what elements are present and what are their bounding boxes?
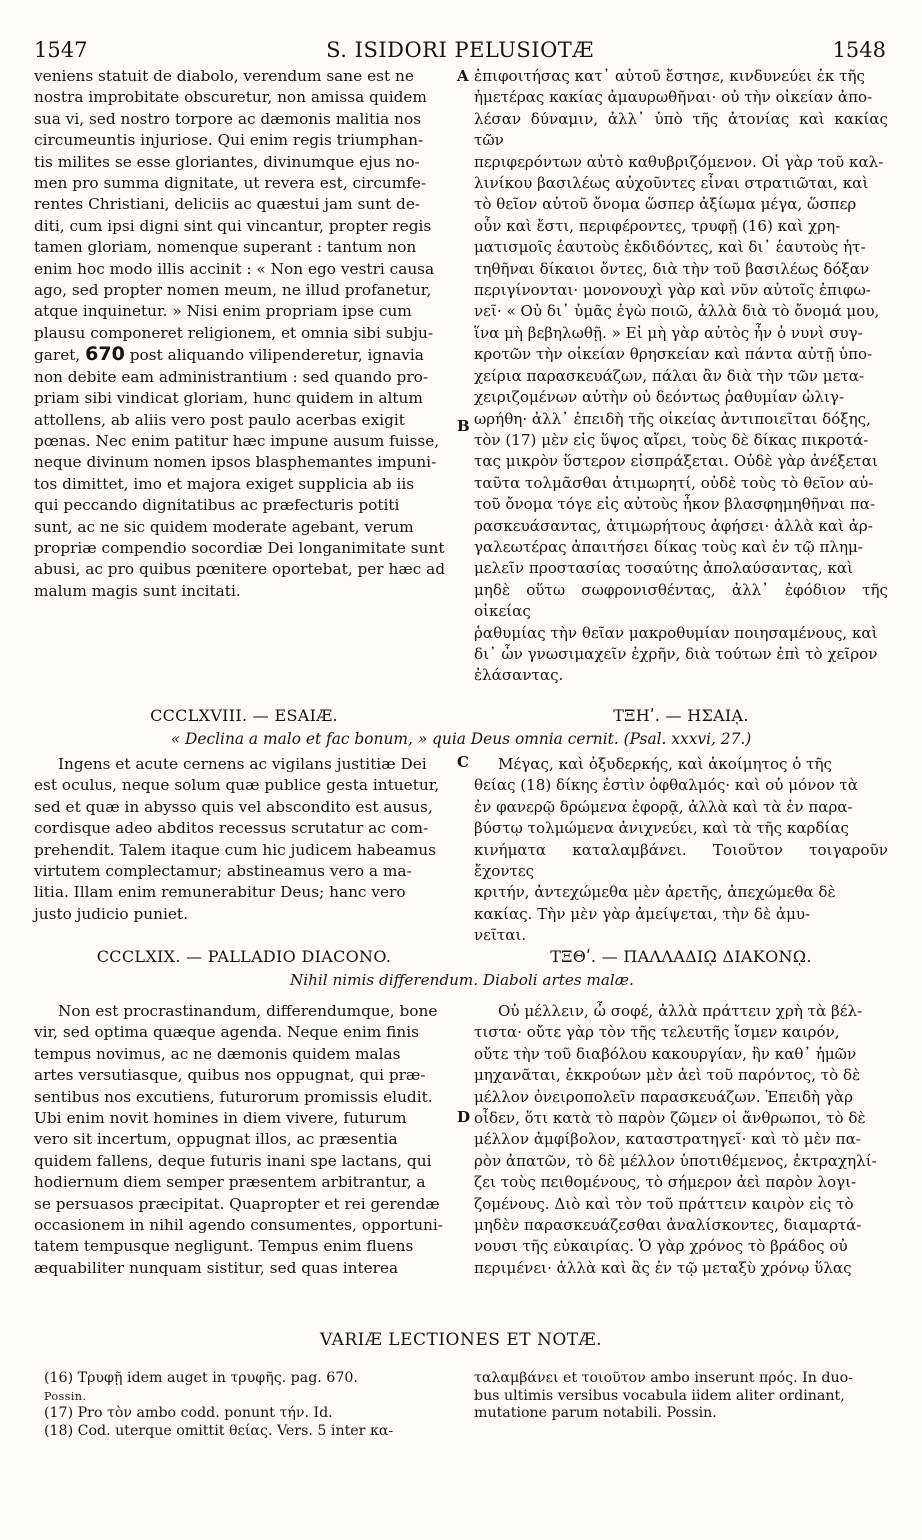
text-line: atque inquinetur. » Nisi enim propriam ipse cum — [34, 302, 412, 321]
letter-subtitle-369: Nihil nimis differendum. Diaboli artes malæ. — [290, 971, 634, 989]
latin-text-2 — [34, 754, 454, 925]
text-line: Non est procrastinandum, differendumque, bone — [58, 1002, 438, 1020]
text-line: ἐν φανερῷ δρώμενα ἐφορᾷ, ἀλλὰ καὶ τὰ ἐν παρα- — [474, 797, 853, 816]
text-line: sunt, ac ne sic quidem moderate agebant, verum — [34, 517, 414, 536]
text-line: æquabiliter nunquam sistitur, sed quas interea — [34, 1258, 399, 1277]
greek-text-2 — [474, 754, 888, 947]
text-line: περιμένει· ἀλλὰ καὶ ἃς ἐν τῷ μεταξὺ χρόνῳ ὕλας — [474, 1258, 852, 1277]
latin-column-3 — [34, 1001, 454, 1279]
text-line: ῥαθυμίας τὴν θεῖαν μακροθυμίαν ποιησαμένους, καὶ — [474, 623, 878, 642]
letter-title-greek-368: ΤΞΗʹ. — ΗΣΑΙᾼ. — [613, 706, 749, 725]
text-line: neque divinum nomen ipsos blasphemantes impuni- — [34, 453, 437, 472]
text-line: ἵνα μὴ βεβηλωθῇ. » Εἰ μὴ γὰρ αὐτὸς ἦν ὁ νυνὶ συγ- — [474, 323, 863, 342]
text-line: sua vi, sed nostro torpore ac dæmonis malitia nos — [34, 109, 422, 128]
text-line: circumeuntis injuriose. Qui enim regis triumphan- — [34, 131, 424, 150]
greek-column-3 — [474, 1001, 888, 1279]
text-line: θείας (18) δίκης ἐστὶν ὀφθαλμός· καὶ οὐ μόνον τὰ — [474, 776, 858, 795]
text-line: ωρήθη· ἀλλ᾽ ἐπειδὴ τῆς οἰκείας ἀντιποιεῖται δόξης, — [474, 409, 871, 428]
text-line: Οὐ μέλλειν, ὦ σοφέ, ἀλλὰ πράττειν χρὴ τὰ βέλ- — [498, 1002, 863, 1020]
notes-heading: VARIÆ LECTIONES ET NOTÆ. — [319, 1330, 603, 1350]
source-page-number: 670 — [85, 343, 125, 366]
text-line: νεῖ· « Οὐ δι᾽ ὑμᾶς ἐγὼ ποιῶ, ἀλλὰ διὰ τὸ ὄνομά μου, — [474, 302, 880, 321]
margin-marker-c: C — [457, 753, 469, 771]
text-line: βύστῳ τολμώμενα ἀνιχνεύει, καὶ τὰ τῆς καρδίας — [474, 819, 849, 838]
notes-right-column — [474, 1370, 888, 1423]
latin-text-1 — [34, 66, 454, 602]
text-line: men pro summa dignitate, ut revera est, circumfe- — [34, 174, 427, 193]
latin-text-3 — [34, 1001, 454, 1279]
text-line: ταῦτα τολμᾶσθαι ἀτιμωρητί, οὐδὲ τοὺς τὸ θεῖον αὐ- — [474, 473, 874, 492]
text-line: νουσι τῆς εὐκαιρίας. Ὁ γὰρ χρόνος τὸ βράδος οὐ — [474, 1237, 848, 1256]
margin-marker-d: D — [457, 1108, 471, 1126]
text-line: ζομένους. Διὸ καὶ τὸν τοῦ πράττειν καιρὸν εἰς τὸ — [474, 1194, 854, 1213]
latin-column-2 — [34, 754, 454, 925]
text-line: μέλλον ἀμφίβολον, καταστρατηγεῖ· καὶ τὸ μὲν πα- — [474, 1130, 861, 1149]
text-line: non debite eam administrantium : sed quando pro- — [34, 367, 429, 386]
text-line: tempus novimus, ac ne dæmonis quidem malas — [34, 1044, 401, 1063]
text-fragment: garet, — [34, 346, 81, 365]
text-line: ρὸν ἀπατῶν, τὸ δὲ μέλλον ὑποτιθέμενος, ἐκτραχηλί- — [474, 1151, 877, 1170]
text-line-with-page-number — [34, 344, 454, 366]
margin-marker-b: B — [457, 417, 470, 435]
text-line: plausu componeret religionem, et omnia sibi subju- — [34, 323, 434, 342]
text-line: δι᾽ ὧν γνωσιμαχεῖν ἐχρῆν, διὰ τούτων ἐπὶ τὸ χεῖρον — [474, 644, 878, 663]
text-line: nostra improbitate obscuretur, non amissa quidem — [34, 88, 427, 107]
text-line: veniens statuit de diabolo, verendum sane est ne — [34, 67, 414, 85]
text-line: νεῖται. — [474, 926, 527, 945]
text-line: tamen gloriam, nomenque superant : tantum non — [34, 238, 417, 257]
text-line: οἶδεν, ὅτι κατὰ τὸ παρὸν ζῶμεν οἱ ἄνθρωποι, τὸ δὲ — [474, 1109, 866, 1128]
page-number-right: 1548 — [832, 38, 886, 62]
text-line: artes versutiasque, quibus nos oppugnat, qui præ- — [34, 1066, 426, 1085]
page-number-left: 1547 — [34, 38, 88, 62]
text-line: κινήματα καταλαμβάνει. Τοιοῦτον τοιγαροῦν ἔχοντες — [474, 840, 888, 881]
margin-marker-a: A — [457, 67, 469, 85]
text-line: propriæ compendio socordiæ Dei longanimitate sunt — [34, 538, 445, 557]
text-line: qui peccando dignitatibus ac præfecturis potiti — [34, 496, 400, 515]
greek-column-2 — [474, 754, 888, 947]
note-line: (17) Pro τὸν ambo codd. ponunt τήν. Id. — [44, 1405, 333, 1421]
text-line: virtutem complectamur; abstineamus vero a ma- — [34, 862, 412, 881]
text-line: τὸ θεῖον αὐτοῦ ὄνομα ὥσπερ ἀξίωμα μέγα, ὥσπερ — [474, 195, 857, 214]
text-line: μηδὲν παρασκευάζεσθαι ἀναλίσκοντες, διαμαρτά- — [474, 1216, 862, 1235]
text-line: τηθῆναι δίκαιοι ὄντες, διὰ τὴν τοῦ βασιλέως δόξαν — [474, 259, 870, 278]
letter-title-latin-369: CCCLXIX. — PALLADIO DIACONO. — [96, 947, 392, 966]
running-title: S. ISIDORI PELUSIOTÆ — [326, 38, 594, 62]
text-line: justo judicio puniet. — [34, 904, 188, 923]
note-line: (16) Τρυφῇ idem auget in τρυφῆς. pag. 670. — [44, 1370, 358, 1386]
text-line: est oculus, neque solum quæ publice gesta intuetur, — [34, 776, 440, 795]
text-line: μελεῖν προστασίας τοσαύτης ἀπολαύσαντας, καὶ — [474, 559, 853, 578]
text-line: vero sit incertum, oppugnat illos, ac præsentia — [34, 1130, 398, 1149]
text-line: ago, sed propter nomen meum, ne illud profanetur, — [34, 281, 432, 300]
note-line: Possin. — [44, 1389, 87, 1403]
text-line: occasionem in nihil agendo consumentes, opportuni- — [34, 1216, 443, 1235]
text-line: ματισμοῖς ἑαυτοὺς ἐκδιδόντες, καὶ δι᾽ ἑαυτοὺς ἡτ- — [474, 238, 866, 257]
notes-left-column — [44, 1370, 454, 1440]
text-line: κριτήν, ἀντεχώμεθα μὲν ἀρετῆς, ἀπεχώμεθα δὲ — [474, 883, 836, 902]
text-line: diti, cum ipsi digni sint qui vincantur, propter regis — [34, 216, 432, 235]
text-line: τας μικρὸν ὕστερον εἰσπράξεται. Οὐδὲ γὰρ ἀνέξεται — [474, 452, 878, 471]
greek-column-1 — [474, 66, 888, 687]
text-line: ρασκευάσαντας, ἀτιμωρήτους ἀφήσει· ἀλλὰ καὶ ἀρ- — [474, 516, 873, 535]
text-line: prehendit. Talem itaque cum hic judicem habeamus — [34, 840, 437, 859]
text-line: κακίας. Τὴν μὲν γὰρ ἀμείψεται, τὴν δὲ ἀμυ- — [474, 904, 811, 923]
letter-title-latin-368: CCCLXVIII. — ESAIÆ. — [150, 706, 338, 725]
text-line: μέλλον ὀνειροπολεῖν παρασκευάζων. Ἐπειδὴ γὰρ — [474, 1087, 853, 1106]
text-line: tos dimittet, imo et majora exiget supplicia ab iis — [34, 474, 415, 493]
text-line: χειριζομένων αὐτὴν οὐ δεόντως ῥαθυμίαν ὠλιγ- — [474, 388, 845, 407]
text-line: Μέγας, καὶ ὀξυδερκής, καὶ ἀκοίμητος ὁ τῆς — [498, 755, 833, 773]
text-line: λέσαν δύναμιν, ἀλλ᾽ ὑπὸ τῆς ἀτονίας καὶ κακίας τῶν — [474, 109, 888, 150]
page-header — [34, 38, 886, 64]
text-line: tatem tempusque negligunt. Tempus enim fluens — [34, 1237, 414, 1256]
text-line: ἐπιφοιτήσας κατ᾽ αὐτοῦ ἔστησε, κινδυνεύει ἐκ τῆς — [474, 67, 865, 85]
text-line: ζει τοὺς πειθομένους, τὸ σήμερον ἀεὶ παρὸν λογι- — [474, 1173, 857, 1192]
text-line: ἡμετέρας κακίας ἀμαυρωθῆναι· οὐ τὴν οἰκείαν ἀπο- — [474, 88, 873, 107]
text-line: τὸν (17) μὲν εἰς ὕψος αἴρει, τοὺς δὲ δίκας πικροτά- — [474, 430, 869, 449]
greek-text-1 — [474, 66, 888, 687]
text-line: λινίκου βασιλέως αὐχοῦντες εἶναι στρατιῶται, καὶ — [474, 174, 869, 193]
note-line: (18) Cod. uterque omittit θείας. Vers. 5 inter κα- — [44, 1422, 394, 1439]
note-line: mutatione parum notabili. Possin. — [474, 1405, 717, 1421]
text-line: Ingens et acute cernens ac vigilans justitiæ Dei — [58, 755, 427, 773]
text-line: κροτῶν τὴν οἰκείαν θρησκείαν καὶ πάντα αὐτῇ ὑπο- — [474, 345, 873, 364]
text-line: enim hoc modo illis accinit : « Non ego vestri causa — [34, 259, 435, 278]
text-line: priam sibi vindicat gloriam, hunc quidem in altum — [34, 389, 423, 408]
scripture-subtitle: « Declina a malo et fac bonum, » quia Deus omnia cernit. (Psal. xxxvi, 27.) — [170, 730, 752, 748]
text-line: sed et quæ in abysso quis vel abscondito est ausus, — [34, 797, 433, 816]
text-line: vir, sed optima quæque agenda. Neque enim finis — [34, 1023, 419, 1042]
text-line: se persuasos præcipitat. Quapropter et rei gerendæ — [34, 1194, 440, 1213]
text-line: περιφερόντων αὐτὸ καθυβριζόμενον. Οἱ γὰρ τοῦ καλ- — [474, 152, 884, 171]
text-line: malum magis sunt incitati. — [34, 581, 241, 600]
text-line: τοῦ ὄνομα τόγε εἰς αὐτοὺς ἧκον βλασφημηθῆναι πα- — [474, 495, 876, 514]
letter-title-greek-369: ΤΞΘʹ. — ΠΑΛΛΑΔΙῼ ΔΙΑΚΟΝῼ. — [550, 947, 812, 966]
text-line: χείρια παρασκευάζων, πάλαι ἂν διὰ τὴν τῶν μετα- — [474, 366, 865, 385]
greek-text-3 — [474, 1001, 888, 1279]
note-line: ταλαμβάνει et τοιοῦτον ambo inserunt πρός. In duo- — [474, 1370, 853, 1386]
text-line: οὔτε τὴν τοῦ διαβόλου κακουργίαν, ἣν καθ᾽ ἡμῶν — [474, 1044, 857, 1063]
latin-column-1 — [34, 66, 454, 602]
text-line: quidem fallens, deque futuris inani spe lactans, qui — [34, 1151, 432, 1170]
text-line: attollens, ab aliis vero post paulo acerbas exigit — [34, 410, 405, 429]
text-line: litia. Illam enim remunerabitur Deus; hanc vero — [34, 883, 406, 902]
text-line: rentes Christiani, deliciis ac quæstui jam sunt de- — [34, 195, 421, 214]
note-line: bus ultimis versibus vocabula iidem aliter ordinant, — [474, 1387, 845, 1404]
text-line: sentibus nos excutiens, futurorum promissis eludit. — [34, 1087, 433, 1106]
text-line: pœnas. Nec enim patitur hæc impune ausum fuisse, — [34, 431, 440, 450]
text-line: μηχανᾶται, ἐκκρούων μὲν ἀεὶ τοῦ παρόντος, τὸ δὲ — [474, 1066, 861, 1085]
text-line: τιστα· οὔτε γὰρ τὸν τῆς τελευτῆς ἴσμεν καιρόν, — [474, 1023, 840, 1042]
text-line: abusi, ac pro quibus pœnitere oportebat, per hæc ad — [34, 560, 446, 579]
text-line: οὖν καὶ ἔστι, περιφέροντες, τρυφῇ (16) καὶ χρη- — [474, 216, 841, 235]
text-line: γαλεωτέρας ἀπαιτήσει δίκας τοὺς καὶ ἐν τῷ πλημ- — [474, 537, 863, 556]
text-line: ἐλάσαντας. — [474, 666, 564, 685]
text-line: tis milites se esse gloriantes, divinumque ejus no- — [34, 152, 420, 171]
text-fragment: post aliquando vilipenderetur, ignavia — [129, 346, 424, 365]
text-line: cordisque adeo abditos recessus scrutatur ac com- — [34, 819, 429, 838]
text-line: Ubi enim novit homines in diem vivere, futurum — [34, 1109, 407, 1128]
text-line: μηδὲ οὕτω σωφρονισθέντας, ἀλλ᾽ ἐφόδιον τῆς οἰκείας — [474, 580, 888, 621]
text-line: περιγίνονται· μονονουχὶ γὰρ καὶ νῦν αὐτοῖς ἐπιφω- — [474, 281, 871, 300]
text-line: hodiernum diem semper præsentem arbitrantur, a — [34, 1173, 426, 1192]
